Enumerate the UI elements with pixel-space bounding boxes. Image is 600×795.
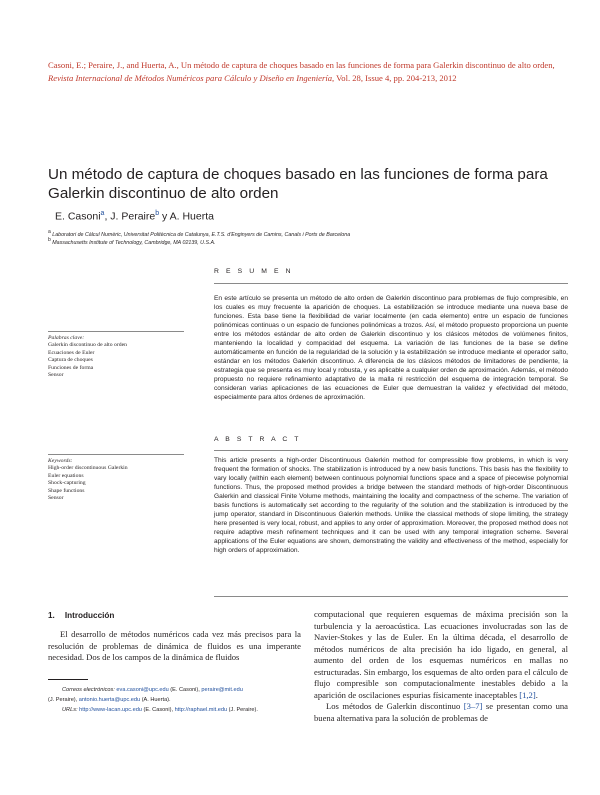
affiliation-mark: b [48,237,51,243]
abstract-rule [214,450,568,451]
affiliation-text: Massachusetts Institute of Technology, Cambridge, MA 02139, U.S.A. [52,239,216,246]
resumen-rule [214,283,568,284]
intro-right-text: computacional que requieren esquemas de máxima precisión son la turbulencia y la aeroacústica. Las ecuaciones involucradas son las de Navier-Stokes y las de Euler. En la última década, el desarrollo de métodos numéricos de alta precisión ha ido ligado, en general, al aumento del orden de los esquemas numéricos en mallas no estructuradas. Sin embargo, los esquemas de alto orden para el cálculo de flujo compresible son computacionalmente inestables debido a la aparición de oscilaciones espurias físicamente inaceptables [314,609,568,700]
email-owner: (E. Casoni), [168,687,202,693]
author-separator: y [159,210,170,223]
url-link[interactable]: http://www-lacan.upc.edu [79,706,142,713]
author-name: A. Huerta [169,210,214,223]
citation-journal[interactable]: Revista Internacional de Métodos Numéricos para Cálculo y Diseño en Ingeniería [48,72,333,83]
author-name: J. Peraire [110,210,156,223]
keyword-item: Captura de choques [48,357,93,364]
keyword-item: Euler equations [48,472,84,479]
keyword-item: Shock-capturing [48,480,86,487]
footnote-emails-cont [48,696,301,706]
abstract-heading: A B S T R A C T [214,436,301,443]
keywords-title: Keywords: [48,458,73,464]
palabras-clave-rule [48,331,184,332]
emails-label: Correos electrónicos: [62,687,115,693]
citation-authors: Casoni, E.; Peraire, J., and Huerta, A., Un método de captura de choques basado en las funciones de forma para Galerkin discontinuo de alto orden, [48,60,555,70]
keyword-item: Funciones de forma [48,364,94,371]
email-link[interactable]: antonio.huerta@upc.edu [78,696,141,703]
footnotes [48,686,301,715]
citation-ref[interactable]: [3–7] [463,701,483,711]
intro-right-paragraph-2 [314,701,568,724]
keywords-box [48,457,188,503]
author-list [55,210,214,223]
palabras-clave-title: Palabras clave: [48,335,85,341]
author-affil-mark[interactable]: b [155,210,160,217]
email-owner: (J. Peraire), [48,696,79,703]
urls-label: URLs: [62,706,78,713]
citation-details: , Vol. 28, Issue 4, pp. 204-213, 2012 [332,72,457,83]
intro-right-text: se presentan como una buena alternativa para la solución de problemas de [314,701,568,723]
palabras-clave-box [48,334,188,380]
url-owner: (E. Casoni), [141,706,175,713]
resumen-heading: R E S U M E N [214,268,294,275]
email-link[interactable]: eva.casoni@upc.edu [116,687,169,693]
email-owner: (A. Huerta). [140,696,171,703]
url-link[interactable]: http://raphael.mit.edu [174,706,228,713]
affiliation [48,237,215,246]
author-name: E. Casoni [55,210,101,223]
abstract-text: This article presents a high-order Discontinuous Galerkin method for compressible flow problems, in which is very frequent the formation of shocks. The stabilization is introduced by a new basis functions. This basis has the flexibility to vary locally (within each element) between continuous polynomial functions space and a space of piecewise polynomial functions. Thus, the proposed method provides a bridge between the standard methods of high-order Discontinuous Galerkin and classical Finite Volume methods, maintaining the locality and compactness of the scheme. The variation of basis functions is automatically set according to the regularity of the solution and the stabilization is introduced by the jump operator, standard in Discontinuous Galerkin methods. Unlike the classical methods of slope limiting, the strategy here presented is very local, robust, and applies to any order of approximation. Moreover, the proposed method does not require adaptive mesh refinement techniques and it can be used with any temporal integration scheme. Several applications of the Euler equations are shown, demonstrating the validity and effectiveness of the method, especially for high orders of approximation. [214,457,568,554]
footnote-rule [48,679,88,680]
paper-title: Un método de captura de choques basado en las funciones de forma para Galerkin discontinuo de alto orden [48,166,548,202]
keyword-item: Sensor [48,372,64,379]
keyword-item: Shape functions [48,487,85,494]
period: . [535,689,538,700]
affiliation-mark: a [48,229,51,235]
footnote-urls [48,706,301,716]
url-owner: (J. Peraire). [227,706,258,713]
keyword-item: Ecuaciones de Euler [48,349,95,356]
intro-heading [48,611,124,620]
keyword-item: Sensor [48,495,64,502]
citation-header [48,59,568,84]
keyword-item: High-order discontinuous Galerkin [48,465,128,471]
intro-title: Introducción [64,611,115,620]
author-affil-mark[interactable]: a [100,210,105,217]
author-separator: , [104,210,111,223]
keyword-item: Galerkin discontinuo de alto orden [48,342,127,348]
intro-number: 1. [48,611,55,620]
footnote-emails [48,686,301,696]
resumen-text: En este artículo se presenta un método de alto orden de Galerkin discontinuo para problemas de flujo compresible, en los cuales es muy frecuente la aparición de choques. La estabilización se introduce mediante una nueva base de funciones. Esta base tiene la flexibilidad de variar localmente (en cada elemento) entre un espacio de funciones polinómicas continuas o un espacio de funciones polinómicas a trozos. Así, el método propuesto proporciona un puente entre los métodos estándar de alto orden de Galerkin discontinuo y los clásicos métodos de volúmenes finitos, manteniendo la localidad y compacidad del esquema. La variación de las funciones de la base se define automáticamente en función de la regularidad de la solución y la estabilización se introduce mediante el operador salto, estándar en los métodos Galerkin discontinuo. A diferencia de los clásicos métodos de limitadores de pendiente, la estrategia que se presenta es muy local y robusta, y es aplicable a cualquier orden de aproximación. Además, el método propuesto no requiere refinamiento adaptativo de la malla ni restricción del esquema de integración temporal. Se consideran varias aplicaciones de las ecuaciones de Euler que demuestran la validez y efectividad del método, especialmente para altos órdenes de aproximación. [214,295,568,401]
keywords-rule [48,454,184,455]
email-link[interactable]: peraire@mit.edu [201,687,243,693]
intro-left-paragraph: El desarrollo de métodos numéricos cada vez más precisos para la resolución de problemas de dinámica de fluidos es una imperante necesidad. Dos de los campos de la dinámica de fluidos [48,629,301,662]
intro-right-column [314,609,568,724]
affiliation-text: Laboratori de Càlcul Numèric, Universitat Politècnica de Catalunya, E.T.S. d'Enginyers de Camins, Canals i Ports de Barcelona [52,231,351,238]
intro-right-text: Los métodos de Galerkin discontinuo [326,701,464,711]
abstract-end-rule [214,596,568,597]
citation-ref[interactable]: [1,2] [519,689,536,700]
